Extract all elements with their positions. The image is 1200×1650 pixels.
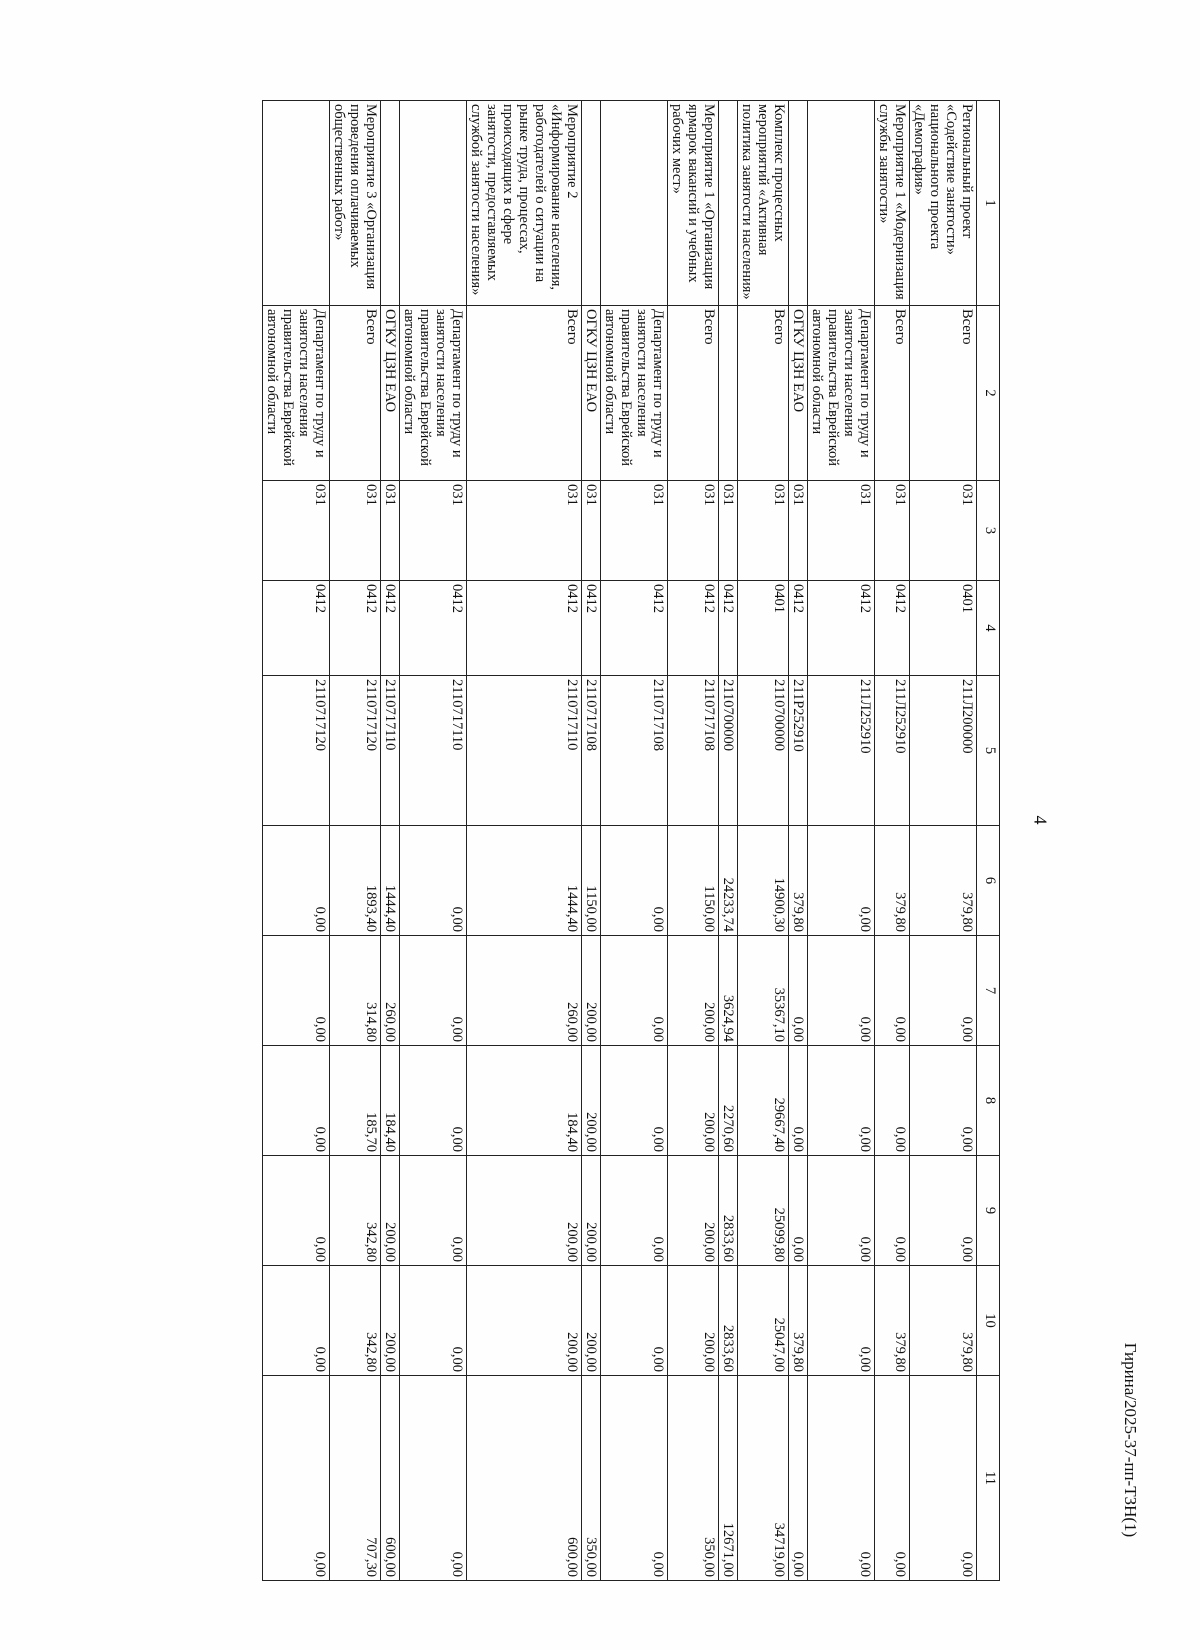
executor: Департамент по труду и занятости населения правительства Еврейской автономной области [400,306,467,481]
amount-2027: 184,40 [467,1046,582,1156]
grbs-code: 031 [738,481,789,581]
amount-2029: 25047,00 [738,1266,789,1376]
table-row [601,101,668,1581]
executor: Департамент по труду и занятости населения правительства Еврейской автономной области [808,306,875,481]
executor: Департамент по труду и занятости населения правительства Еврейской автономной области [601,306,668,481]
target-article: 2110717108 [668,676,719,826]
section-code: 0412 [582,581,601,676]
amount-2028: 0,00 [601,1156,668,1266]
executor [719,306,738,481]
amount-2025: 379,80 [875,826,910,936]
page-number: 4 [1030,815,1051,825]
grbs-code: 031 [330,481,381,581]
target-article: 211Л252910 [875,676,910,826]
measure-name [789,101,808,306]
amount-2027: 0,00 [789,1046,808,1156]
amount-2030: 600,00 [381,1376,400,1581]
measure-name [808,101,875,306]
amount-2026: 3624,94 [719,936,738,1046]
column-number: 9 [977,1156,1000,1266]
column-number: 4 [977,581,1000,676]
amount-2028: 200,00 [582,1156,601,1266]
target-article: 2110717108 [582,676,601,826]
target-article: 211Л252910 [808,676,875,826]
amount-2026: 35367,10 [738,936,789,1046]
amount-2030: 0,00 [808,1376,875,1581]
table-row [400,101,467,1581]
measure-name [400,101,467,306]
table-row [789,101,808,1581]
footer-reference: Гирина/2025-37-пп-ТЗН(1) [1121,1342,1140,1538]
amount-2026: 314,80 [330,936,381,1046]
amount-2029: 0,00 [808,1266,875,1376]
amount-2025: 0,00 [601,826,668,936]
grbs-code: 031 [467,481,582,581]
grbs-code: 031 [263,481,330,581]
amount-2026: 0,00 [910,936,977,1046]
amount-2027: 0,00 [875,1046,910,1156]
rotated-table-container [100,100,1000,1580]
amount-2030: 34719,00 [738,1376,789,1581]
amount-2025: 379,80 [910,826,977,936]
amount-2026: 0,00 [400,936,467,1046]
amount-2026: 260,00 [467,936,582,1046]
section-code: 0412 [789,581,808,676]
amount-2027: 0,00 [263,1046,330,1156]
amount-2028: 200,00 [381,1156,400,1266]
amount-2030: 12671,00 [719,1376,738,1581]
amount-2026: 0,00 [875,936,910,1046]
amount-2028: 0,00 [910,1156,977,1266]
measure-name: Мероприятие 1 «Модернизация службы занятости» [875,101,910,306]
amount-2025: 1150,00 [668,826,719,936]
amount-2030: 0,00 [789,1376,808,1581]
grbs-code: 031 [910,481,977,581]
executor: Всего [467,306,582,481]
section-code: 0412 [467,581,582,676]
target-article: 2110717120 [330,676,381,826]
executor: ОГКУ ЦЗН ЕАО [582,306,601,481]
grbs-code: 031 [808,481,875,581]
amount-2028: 200,00 [467,1156,582,1266]
section-code: 0412 [875,581,910,676]
table-row [263,101,330,1581]
amount-2029: 200,00 [467,1266,582,1376]
amount-2028: 200,00 [668,1156,719,1266]
section-code: 0412 [719,581,738,676]
column-number: 3 [977,481,1000,581]
amount-2030: 0,00 [601,1376,668,1581]
measure-name [263,101,330,306]
executor: Всего [875,306,910,481]
measure-name [582,101,601,306]
amount-2025: 0,00 [808,826,875,936]
table-row [875,101,910,1581]
amount-2027: 0,00 [400,1046,467,1156]
amount-2025: 1444,40 [381,826,400,936]
amount-2030: 0,00 [400,1376,467,1581]
amount-2028: 0,00 [875,1156,910,1266]
amount-2025: 14900,30 [738,826,789,936]
amount-2029: 0,00 [601,1266,668,1376]
target-article: 2110700000 [719,676,738,826]
amount-2025: 379,80 [789,826,808,936]
amount-2027: 2270,60 [719,1046,738,1156]
executor: Всего [738,306,789,481]
amount-2027: 184,40 [381,1046,400,1156]
amount-2025: 0,00 [400,826,467,936]
amount-2025: 24233,74 [719,826,738,936]
measure-name [719,101,738,306]
column-number: 1 [977,101,1000,306]
executor: Всего [910,306,977,481]
measure-name: Мероприятие 3 «Организация проведения оплачиваемых общественных работ» [330,101,381,306]
grbs-code: 031 [789,481,808,581]
amount-2029: 200,00 [582,1266,601,1376]
amount-2029: 200,00 [381,1266,400,1376]
amount-2027: 200,00 [582,1046,601,1156]
header-row [977,101,1000,1581]
section-code: 0401 [910,581,977,676]
measure-name [601,101,668,306]
executor: Всего [330,306,381,481]
budget-table [262,100,1000,1581]
amount-2030: 350,00 [668,1376,719,1581]
grbs-code: 031 [601,481,668,581]
table-row [467,101,582,1581]
amount-2030: 600,00 [467,1376,582,1581]
amount-2027: 0,00 [601,1046,668,1156]
column-number: 6 [977,826,1000,936]
amount-2027: 0,00 [910,1046,977,1156]
amount-2025: 1444,40 [467,826,582,936]
grbs-code: 031 [668,481,719,581]
section-code: 0412 [381,581,400,676]
grbs-code: 031 [719,481,738,581]
amount-2030: 707,30 [330,1376,381,1581]
amount-2028: 25099,80 [738,1156,789,1266]
section-code: 0412 [808,581,875,676]
amount-2028: 0,00 [789,1156,808,1266]
amount-2029: 200,00 [668,1266,719,1376]
column-number: 5 [977,676,1000,826]
table-row [910,101,977,1581]
grbs-code: 031 [400,481,467,581]
target-article: 2110717110 [381,676,400,826]
amount-2028: 342,80 [330,1156,381,1266]
executor: Всего [668,306,719,481]
column-number: 10 [977,1266,1000,1376]
target-article: 211Л200000 [910,676,977,826]
section-code: 0412 [400,581,467,676]
amount-2027: 200,00 [668,1046,719,1156]
grbs-code: 031 [875,481,910,581]
amount-2025: 0,00 [263,826,330,936]
measure-name [381,101,400,306]
table-row [738,101,789,1581]
amount-2030: 0,00 [875,1376,910,1581]
measure-name: Комплекс процессных мероприятий «Активная политика занятости населения» [738,101,789,306]
measure-name: Региональный проект «Содействие занятости» национального проекта «Демография» [910,101,977,306]
column-number: 7 [977,936,1000,1046]
target-article: 211Р252910 [789,676,808,826]
target-article: 2110700000 [738,676,789,826]
amount-2028: 0,00 [263,1156,330,1266]
table-row [381,101,400,1581]
section-code: 0412 [601,581,668,676]
amount-2029: 0,00 [263,1266,330,1376]
section-code: 0412 [330,581,381,676]
amount-2026: 0,00 [789,936,808,1046]
table-row [668,101,719,1581]
amount-2030: 0,00 [910,1376,977,1581]
executor: ОГКУ ЦЗН ЕАО [789,306,808,481]
amount-2025: 1150,00 [582,826,601,936]
column-number: 2 [977,306,1000,481]
amount-2026: 0,00 [808,936,875,1046]
amount-2029: 379,80 [789,1266,808,1376]
table-row [330,101,381,1581]
amount-2029: 342,80 [330,1266,381,1376]
amount-2029: 379,80 [875,1266,910,1376]
column-number: 8 [977,1046,1000,1156]
grbs-code: 031 [582,481,601,581]
amount-2030: 0,00 [263,1376,330,1581]
amount-2026: 260,00 [381,936,400,1046]
table-row [808,101,875,1581]
section-code: 0412 [263,581,330,676]
amount-2028: 0,00 [808,1156,875,1266]
amount-2025: 1893,40 [330,826,381,936]
amount-2029: 0,00 [400,1266,467,1376]
measure-name: Мероприятие 1 «Организация ярмарок вакансий и учебных рабочих мест» [668,101,719,306]
executor: ОГКУ ЦЗН ЕАО [381,306,400,481]
amount-2027: 29667,40 [738,1046,789,1156]
target-article: 2110717108 [601,676,668,826]
target-article: 2110717110 [400,676,467,826]
column-number: 11 [977,1376,1000,1581]
amount-2026: 0,00 [601,936,668,1046]
section-code: 0401 [738,581,789,676]
amount-2028: 0,00 [400,1156,467,1266]
grbs-code: 031 [381,481,400,581]
measure-name: Мероприятие 2 «Информирование населения, работодателей о ситуации на рынке труда, процессах, происходящих в сфере занятости, предоставляемых службой занятости населения» [467,101,582,306]
amount-2029: 379,80 [910,1266,977,1376]
amount-2026: 200,00 [668,936,719,1046]
target-article: 2110717110 [467,676,582,826]
table-row [719,101,738,1581]
target-article: 2110717120 [263,676,330,826]
amount-2026: 0,00 [263,936,330,1046]
amount-2028: 2833,60 [719,1156,738,1266]
amount-2026: 200,00 [582,936,601,1046]
amount-2027: 185,70 [330,1046,381,1156]
executor: Департамент по труду и занятости населения правительства Еврейской автономной области [263,306,330,481]
amount-2029: 2833,60 [719,1266,738,1376]
table-row [582,101,601,1581]
section-code: 0412 [668,581,719,676]
amount-2027: 0,00 [808,1046,875,1156]
amount-2030: 350,00 [582,1376,601,1581]
